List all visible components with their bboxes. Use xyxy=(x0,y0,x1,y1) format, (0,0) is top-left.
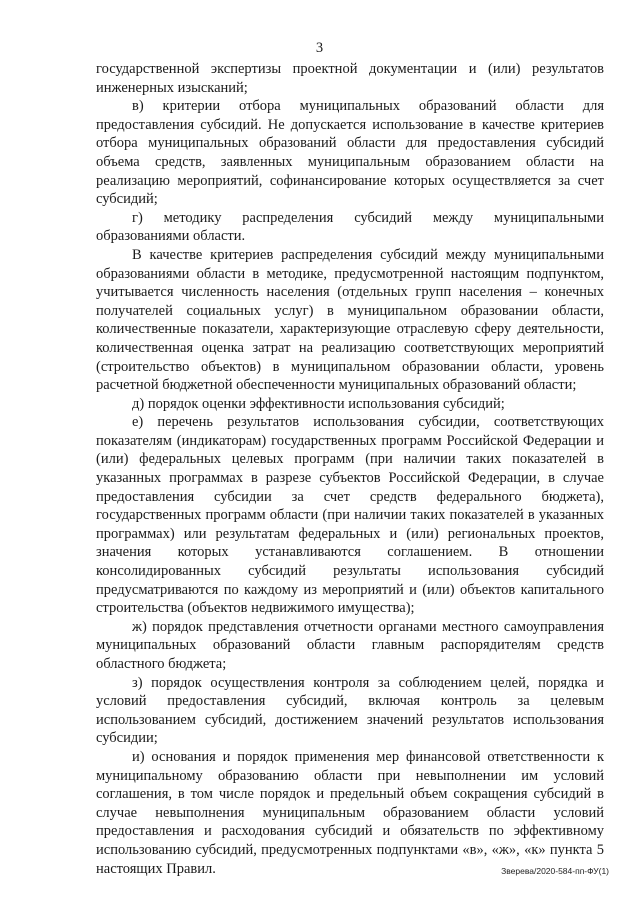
paragraph-item-i: и) основания и порядок применения мер финансовой ответственности к муниципальному образованию области при невыполнении им условий соглашения, в том числе порядок и предельный объем сокращения субсидий в случае невыполнения муниципальным образованием области условий предоставления и расходования субсидий и обязательств по эффективному использованию субсидий, предусмотренных подпунктами «в», «ж», «к» пункта 5 настоящих Правил. xyxy=(96,748,604,877)
document-reference-code: Зверева/2020-584-пп-ФУ(1) xyxy=(501,866,609,876)
paragraph-criteria: В качестве критериев распределения субсидий между муниципальными образованиями области в методике, предусмотренной настоящим подпунктом, учитывается численность населения (отдельных групп населения – конечных получателей социальных услуг) в муниципальном образовании области, количественные показатели, характеризующие отраслевую сферу деятельности, количественная оценка затрат на реализацию соответствующих мероприятий (строительство объектов) в муниципальном образовании области, уровень расчетной бюджетной обеспеченности муниципальных образований области; xyxy=(96,246,604,394)
paragraph-item-e: е) перечень результатов использования субсидии, соответствующих показателям (индикаторам) государственных программ Российской Федерации и (или) федеральных целевых программ (при наличии таких показателей в указанных программах в разрезе субъектов Российской Федерации, в случае предоставления субсидии за счет средств федерального бюджета), государственных программ области (при наличии таких показателей в указанных программах) или результатам федеральных и (или) региональных проектов, значения которых устанавливаются соглашением. В отношении консолидированных субсидий результаты использования субсидий предусматриваются по каждому из мероприятий и (или) объектов капитального строительства (объектов недвижимого имущества); xyxy=(96,414,604,617)
page-number: 3 xyxy=(315,40,324,56)
paragraph-item-v: в) критерии отбора муниципальных образований области для предоставления субсидий. Не допускается использование в качестве критериев отбора муниципальных образований области для предоставления субсидий объема средств, заявленных муниципальным образованием области на реализацию мероприятий, софинансирование которых осуществляется за счет субсидий; xyxy=(96,98,604,208)
paragraph-item-z: з) порядок осуществления контроля за соблюдением целей, порядка и условий предоставления субсидий, включая контроль за целевым использованием субсидий, достижением значений результатов использования субсидии; xyxy=(96,674,604,747)
paragraph-item-d: д) порядок оценки эффективности использования субсидий; xyxy=(132,395,505,412)
paragraph-continuation: государственной экспертизы проектной документации и (или) результатов инженерных изысканий; xyxy=(96,61,604,96)
document-body xyxy=(96,60,604,878)
paragraph-item-g: г) методику распределения субсидий между муниципальными образованиями области. xyxy=(96,209,604,245)
paragraph-item-zh: ж) порядок представления отчетности органами местного самоуправления муниципальных образований области главным распорядителям средств областного бюджета; xyxy=(96,618,604,672)
